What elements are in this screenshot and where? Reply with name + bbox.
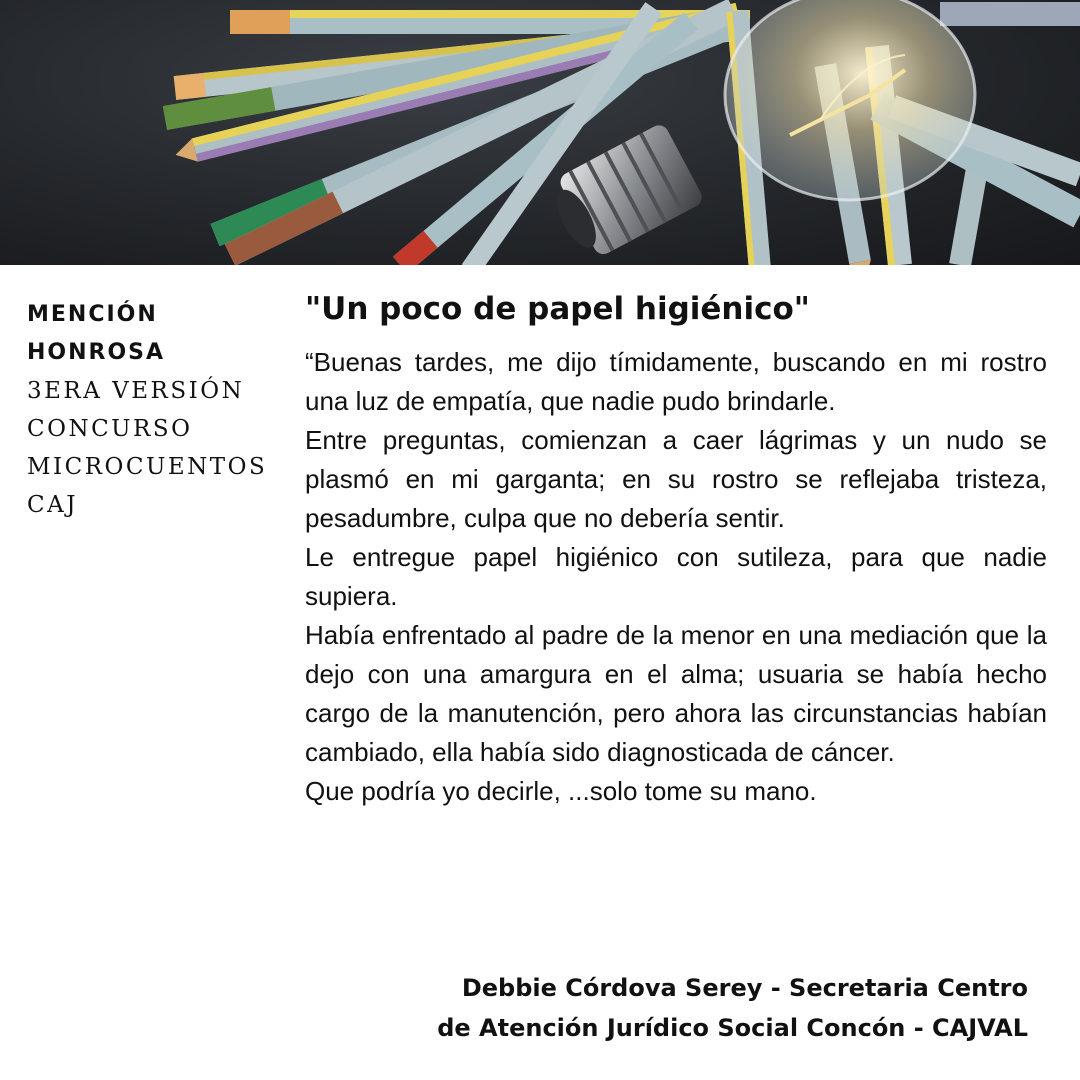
award-mention: MENCIÓN HONROSA — [27, 302, 166, 365]
signature-line: de Atención Jurídico Social Concón - CAJVAL — [437, 1014, 1028, 1042]
story-paragraph: “Buenas tardes, me dijo tímidamente, buscando en mi rostro una luz de empatía, que nadie pudo brindarle. — [305, 347, 1047, 416]
pencils-lightbulb-illustration — [0, 0, 1080, 265]
story — [305, 285, 1047, 811]
story-title: "Un poco de papel higiénico" — [305, 291, 810, 327]
award-sidebar — [27, 296, 277, 524]
hero-image — [0, 0, 1080, 265]
story-paragraph: Entre preguntas, comienzan a caer lágrimas y un nudo se plasmó en mi garganta; en su rostro se reflejaba tristeza, pesadumbre, culpa que no debería sentir. — [305, 425, 1047, 533]
contest-name: 3ERA VERSIÓN CONCURSO MICROCUENTOS CAJ — [27, 378, 268, 518]
author-signature — [328, 968, 1028, 1048]
story-paragraph: Que podría yo decirle, ...solo tome su mano. — [305, 776, 817, 806]
signature-line: Debbie Córdova Serey - Secretaria Centro — [461, 974, 1028, 1002]
story-paragraph: Había enfrentado al padre de la menor en una mediación que la dejo con una amargura en el alma; usuaria se había hecho cargo de la manutención, pero ahora las circunstancias habían cambiado, ella había sido diagnosticada de cáncer. — [305, 620, 1047, 767]
story-body — [305, 343, 1047, 811]
story-paragraph: Le entregue papel higiénico con sutileza, para que nadie supiera. — [305, 542, 1047, 611]
